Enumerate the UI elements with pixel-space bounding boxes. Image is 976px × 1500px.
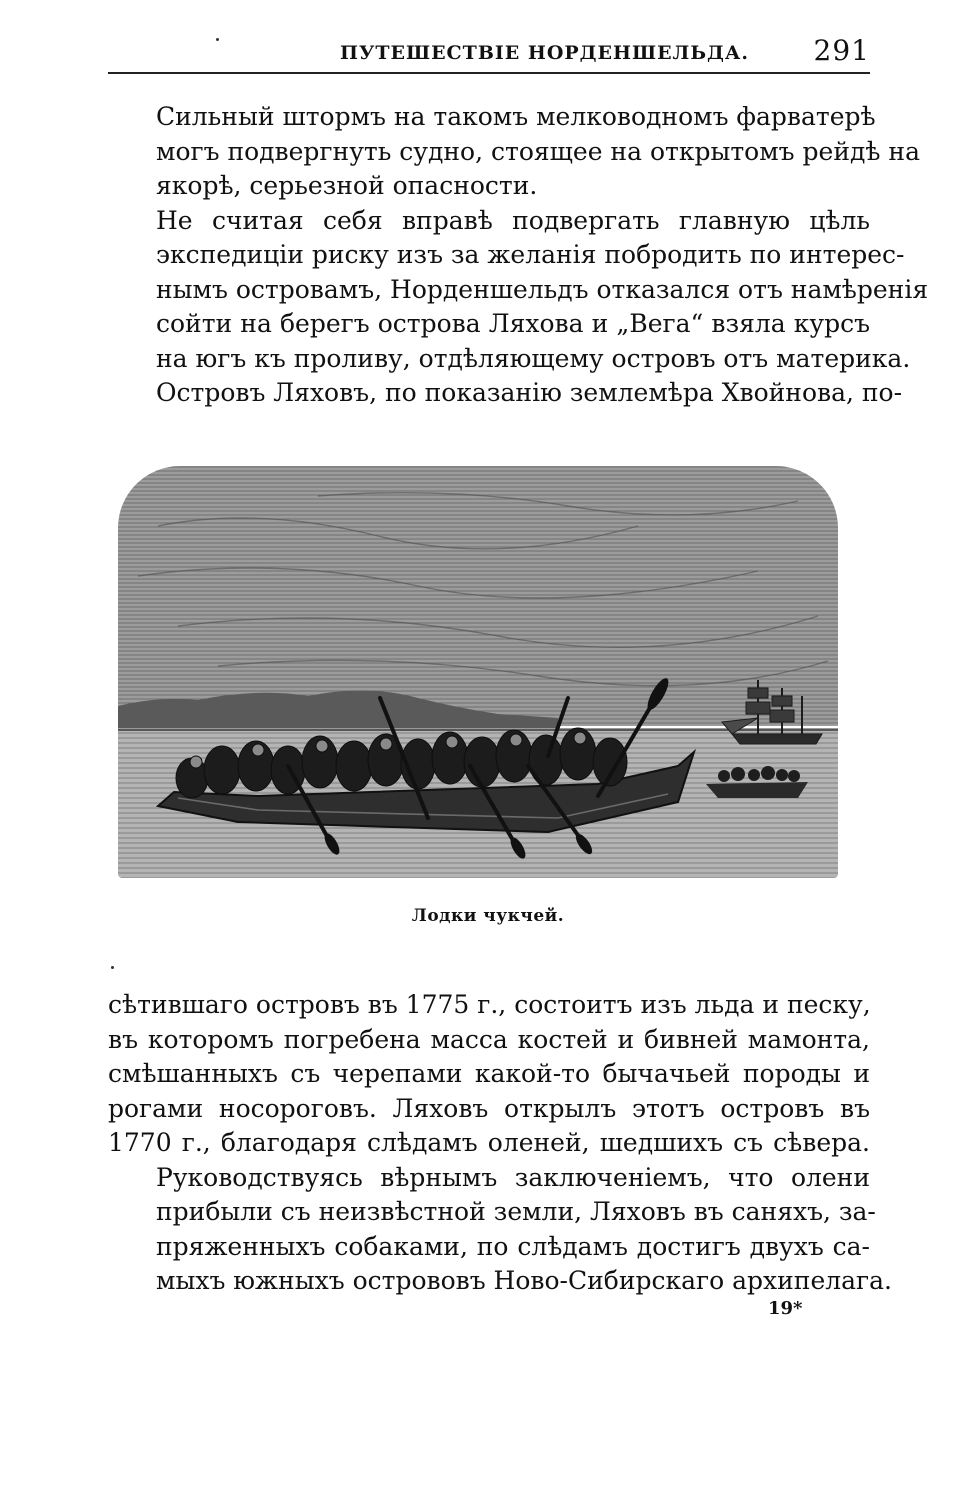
stray-ink-mark — [111, 966, 114, 969]
text-line: сѣтившаго островъ въ 1775 г., состоитъ изъ льда и песку, — [108, 990, 871, 1019]
running-title: ПУТЕШЕСТВІЕ НОРДЕНШЕЛЬДА. — [340, 42, 750, 64]
text-line: на югъ къ проливу, отдѣляющему островъ отъ материка. — [156, 343, 911, 373]
text-line: рогами носороговъ. Ляховъ открылъ этотъ островъ въ — [108, 1093, 870, 1123]
text-line: Не считая себя вправѣ подвергать главную цѣль — [156, 205, 870, 235]
text-line: экспедиціи риску изъ за желанія побродить по интерес- — [156, 240, 905, 269]
text-line: 1770 г., благодаря слѣдамъ оленей, шедшихъ съ сѣвера. — [108, 1128, 870, 1157]
stray-ink-mark — [216, 38, 219, 41]
text-line: якорѣ, серьезной опасности. — [156, 171, 538, 200]
signature-mark: 19* — [768, 1298, 803, 1319]
engraving-illustration — [118, 466, 838, 878]
paragraph — [108, 204, 929, 411]
text-line: нымъ островамъ, Норденшельдъ отказался отъ намѣренія — [156, 274, 929, 304]
paragraph — [108, 988, 870, 1161]
text-block-top — [108, 100, 929, 411]
paragraph — [108, 1161, 892, 1299]
text-line: мыхъ южныхъ острововъ Ново-Сибирскаго архипелага. — [156, 1266, 892, 1295]
text-line: сойти на берегъ острова Ляхова и „Вега“ взяла курсъ — [156, 309, 870, 338]
text-line: прибыли съ неизвѣстной земли, Ляховъ въ саняхъ, за- — [156, 1197, 876, 1226]
running-header — [108, 32, 870, 74]
page-number: 291 — [813, 34, 870, 67]
chukchi-boats-engraving — [118, 466, 838, 878]
text-line: Островъ Ляховъ, по показанію землемѣра Хвойнова, по- — [156, 378, 903, 407]
text-block-bottom — [108, 988, 892, 1299]
text-line: пряженныхъ собаками, по слѣдамъ достигъ двухъ са- — [156, 1231, 870, 1261]
text-line: могъ подвергнуть судно, стоящее на открытомъ рейдѣ на — [156, 136, 920, 166]
text-line: въ которомъ погребена масса костей и бивней мамонта, — [108, 1024, 870, 1054]
figure-caption: Лодки чукчей. — [411, 906, 565, 926]
paragraph — [108, 100, 920, 204]
sky — [118, 466, 838, 726]
text-line: смѣшанныхъ съ черепами какой-то бычачьей породы и — [108, 1059, 870, 1088]
text-line: Руководствуясь вѣрнымъ заключеніемъ, что олени — [156, 1162, 870, 1192]
text-line: Сильный штормъ на такомъ мелководномъ фарватерѣ — [156, 102, 876, 131]
